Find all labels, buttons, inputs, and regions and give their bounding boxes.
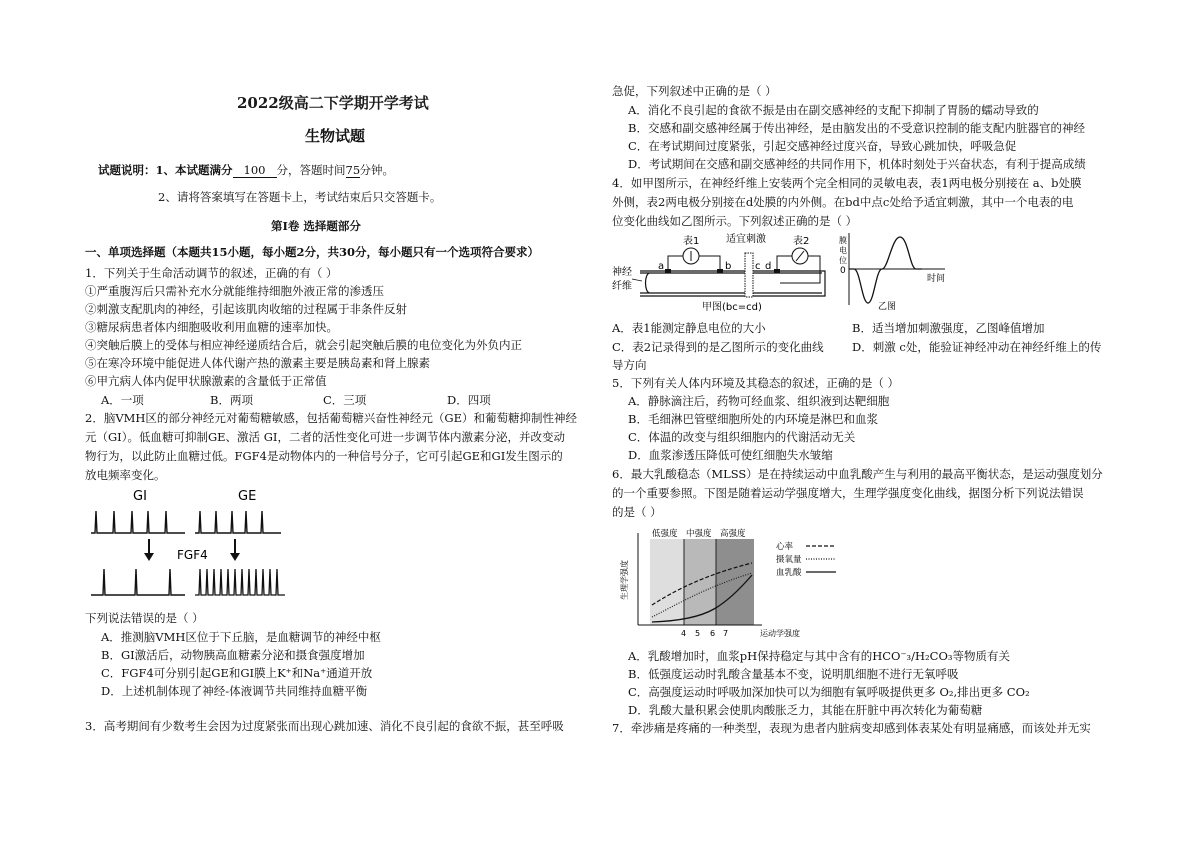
tick-5: 5 <box>695 629 701 638</box>
meter1-label: 表1 <box>683 236 700 247</box>
tick-6: 6 <box>710 629 716 638</box>
meter2-label: 表2 <box>793 236 810 247</box>
tick-4: 4 <box>681 629 687 638</box>
q4-stem-line: 外侧，表2两电极分别接在d处膜的内外侧。在bd中点c处给予适宜刺激，其中一个电表的电 <box>612 195 1074 209</box>
electrode-b <box>717 269 723 273</box>
q4-option-d-cont: 导方向 <box>612 358 647 372</box>
exam-title: 2022级高二下学期开学考试 <box>237 94 429 112</box>
q3-option-d: D．考试期间在交感和副交感神经的共同作用下，机体时刻处于兴奋状态，有利于提高成绩 <box>628 157 1086 171</box>
gi-trace-after <box>91 569 185 595</box>
ylabel-2: 电 <box>839 246 847 255</box>
zone-high-label: 高强度 <box>720 529 746 539</box>
q6-intensity-figure <box>614 525 844 641</box>
q2-stem-line: 元（GI）。低血糖可抑制GE、激活 GI，二者的活性变化可进一步调节体内激素分泌，并改变动 <box>85 430 565 444</box>
right-column <box>600 0 1200 847</box>
legend-heart-rate: 心率 <box>776 542 794 552</box>
q5-option-b: B．毛细淋巴管壁细胞所处的内环境是淋巴和血浆 <box>628 412 878 426</box>
y-axis-label: 生理学强度 <box>620 560 629 600</box>
q4-stem-line: 位变化曲线如乙图所示。下列叙述正确的是（ ） <box>612 214 858 228</box>
time-limit: 75 <box>345 163 361 177</box>
q2-stem-line: 放电频率变化。 <box>85 468 166 482</box>
tick-7: 7 <box>723 629 729 638</box>
stimulus-electrode <box>745 253 753 297</box>
part-heading: 一、单项选择题（本题共15小题，每小题2分，共30分，每小题只有一个选项符合要求） <box>85 245 540 259</box>
q2-stem-line: 2．脑VMH区的部分神经元对葡萄糖敏感，包括葡萄糖兴奋性神经元（GE）和葡萄糖抑制性神经 <box>85 411 578 425</box>
q6-stem-line: 的一个重要参照。下图是随着运动学强度增大，生理学强度变化曲线，据图分析下列说法错误 <box>612 486 1084 500</box>
point-a: a <box>658 261 665 272</box>
q1-item: ⑤在寒冷环境中能促进人体代谢产热的激素主要是胰岛素和肾上腺素 <box>85 356 430 370</box>
q5-option-c: C．体温的改变与组织细胞内的代谢活动无关 <box>628 430 856 444</box>
q6-option-d: D．乳酸大量积累会使肌肉酸胀乏力，其能在肝脏中再次转化为葡萄糖 <box>628 703 983 717</box>
graph-zero: 0 <box>840 266 846 276</box>
q2-firing-figure <box>85 483 295 605</box>
q5-stem: 5．下列有关人体内环境及其稳态的叙述，正确的是（ ） <box>612 376 899 390</box>
full-score: 100 <box>233 163 277 178</box>
point-b: b <box>725 261 732 272</box>
zone-mid <box>684 539 716 625</box>
q7-stem: 7．牵涉痛是疼痛的一种类型，表现为患者内脏病变却感到体表某处有明显痛感，而该处并无实 <box>612 721 1091 735</box>
q6-stem-line: 6．最大乳酸稳态（MLSS）是在持续运动中血乳酸产生与利用的最高平衡状态，是运动强度划分 <box>612 467 1103 481</box>
q3-option-c: C．在考试期间过度紧张，引起交感神经过度兴奋，导致心跳加快，呼吸急促 <box>628 139 1017 153</box>
q1-item: ②刺激支配肌肉的神经，引起该肌肉收缩的过程属于非条件反射 <box>85 302 407 316</box>
caption-b: 乙图 <box>878 302 897 312</box>
point-d: d <box>765 261 772 272</box>
electrode-d <box>774 269 780 273</box>
q2-option-b: B．GI激活后，动物胰高血糖素分泌和摄食强度增加 <box>101 648 365 662</box>
q4-nerve-figure <box>610 231 955 313</box>
instructions-1: 试题说明：1、本试题满分 100 分，答题时间75分钟。 <box>98 163 395 177</box>
gi-label: GI <box>133 489 147 504</box>
gi-arrowhead <box>144 553 154 561</box>
legend-lactate: 血乳酸 <box>776 568 802 578</box>
q2-option-a: A．推测脑VMH区位于下丘脑，是血糖调节的神经中枢 <box>101 630 381 644</box>
q2-question: 下列说法错误的是（ ） <box>85 611 204 625</box>
gi-trace-before <box>91 511 185 533</box>
q6-option-b: B．低强度运动时乳酸含量基本不变，说明肌细胞不进行无氧呼吸 <box>628 667 959 681</box>
q1-option-d: D．四项 <box>447 393 491 407</box>
ge-trace-after <box>195 569 285 595</box>
zone-high <box>716 539 754 625</box>
zone-mid-label: 中强度 <box>686 529 712 539</box>
q1-option-c: C．三项 <box>323 393 367 407</box>
q1-item: ④突触后膜上的受体与相应神经递质结合后，就会引起突触后膜的电位变化为外负内正 <box>85 338 522 352</box>
q3-stem-line1: 3．高考期间有少数考生会因为过度紧张而出现心跳加速、消化不良引起的食欲不振，甚至呼吸 <box>85 719 564 733</box>
q6-option-a: A．乳酸增加时，血浆pH保持稳定与其中含有的HCO⁻₃/H₂CO₃等物质有关 <box>628 649 1010 663</box>
stimulus-label: 适宜刺激 <box>726 234 766 245</box>
q2-option-d: D．上述机制体现了神经-体液调节共同维持血糖平衡 <box>101 684 368 698</box>
q5-option-a: A．静脉滴注后，药物可经血浆、组织液到达靶细胞 <box>628 394 890 408</box>
q3-stem-line2: 急促，下列叙述中正确的是（ ） <box>612 84 777 98</box>
q4-option-d: D．刺激 c处，能验证神经冲动在神经纤维上的传 <box>852 340 1102 354</box>
q1-item: ①严重腹泻后只需补充水分就能维持细胞外液正常的渗透压 <box>85 284 384 298</box>
ylabel-1: 膜 <box>839 236 847 245</box>
q1-item: ③糖尿病患者体内细胞吸收利用血糖的速率加快。 <box>85 320 338 334</box>
ylabel-3: 位 <box>839 256 847 265</box>
q2-stem-line: 物行为，以此防止血糖过低。FGF4是动物体内的一种信号分子，它可引起GE和GI发生图示的 <box>85 449 563 463</box>
q1-item: ⑥甲亢病人体内促甲状腺激素的含量低于正常值 <box>85 374 327 388</box>
meter2-wires <box>777 256 820 283</box>
fiber-pointer <box>632 279 642 281</box>
q4-option-a: A．表1能测定静息电位的大小 <box>612 321 766 335</box>
q3-option-a: A．消化不良引起的食欲不振是由在副交感神经的支配下抑制了胃肠的蠕动导致的 <box>628 103 1039 117</box>
q2-option-c: C．FGF4可分别引起GE和GI膜上K⁺和Na⁺通道开放 <box>101 666 373 680</box>
q1-option-a: A．一项 <box>101 393 144 407</box>
ge-label: GE <box>238 489 257 504</box>
q6-stem-line: 的是（ ） <box>612 505 662 519</box>
ge-arrowhead <box>230 553 240 561</box>
fiber-label-1: 神经 <box>612 267 632 278</box>
q4-option-b: B．适当增加刺激强度，乙图峰值增加 <box>852 321 1045 335</box>
q5-option-d: D．血浆渗透压降低可使红细胞失水皱缩 <box>628 448 833 462</box>
zone-low <box>650 539 684 625</box>
caption-a: 甲图(bc=cd) <box>702 302 762 313</box>
point-c: c <box>755 261 761 272</box>
ge-trace-before <box>195 511 281 533</box>
section-heading: 第Ⅰ卷 选择题部分 <box>271 219 361 233</box>
legend-oxygen: 摄氧量 <box>776 555 802 565</box>
potential-curve <box>849 237 922 303</box>
x-axis-label: 运动学强度 <box>760 629 800 638</box>
fiber-label-2: 纤维 <box>612 281 632 292</box>
instructions-2: 2、请将答案填写在答题卡上，考试结束后只交答题卡。 <box>158 190 442 204</box>
electrode-a <box>665 269 671 273</box>
q1-stem: 1．下列关于生命活动调节的叙述，正确的有（ ） <box>85 266 338 280</box>
fgf4-label: FGF4 <box>177 548 208 562</box>
q3-option-b: B．交感和副交感神经属于传出神经，是由脑发出的不受意识控制的能支配内脏器官的神经 <box>628 121 1085 135</box>
subject-title: 生物试题 <box>305 127 366 145</box>
q6-option-c: C．高强度运动时呼吸加深加快可以为细胞有氧呼吸提供更多 O₂,排出更多 CO₂ <box>628 685 1030 699</box>
q4-stem-line: 4．如甲图所示，在神经纤维上安装两个完全相同的灵敏电表，表1两电极分别接在 a、b处膜 <box>612 176 1082 190</box>
meter2-needle <box>796 251 804 261</box>
graph-xlabel: 时间 <box>927 274 946 284</box>
q1-option-b: B．两项 <box>210 393 253 407</box>
zone-low-label: 低强度 <box>652 529 678 539</box>
q4-option-c: C．表2记录得到的是乙图所示的变化曲线 <box>612 340 824 354</box>
